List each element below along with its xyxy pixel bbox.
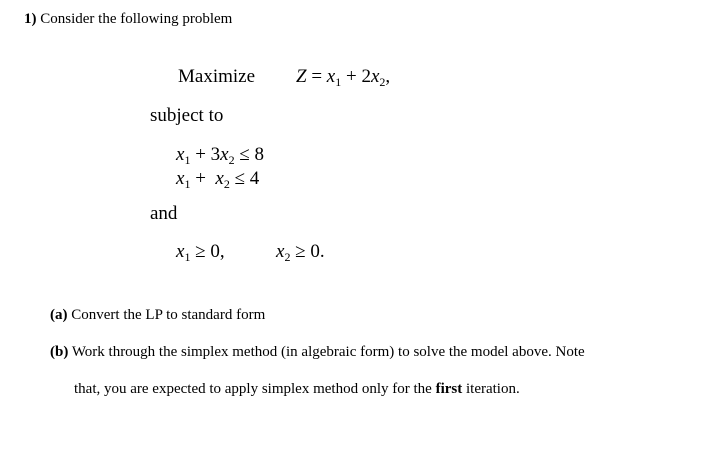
nonnegativity-2 <box>276 241 325 263</box>
part-b <box>50 344 585 361</box>
objective-sub1: 1 <box>335 75 342 89</box>
objective-var2: x <box>370 66 380 87</box>
constraint-1-var1: x <box>176 144 185 165</box>
part-a-text: Convert the LP to standard form <box>67 307 266 323</box>
constraint-2-var1: x <box>176 168 185 189</box>
part-b-label: (b) <box>50 344 69 360</box>
constraint-2-sub2: 2 <box>223 177 230 191</box>
objective-end: , <box>385 66 391 87</box>
constraint-2-var2: x <box>215 168 224 189</box>
constraint-2-sub1: 1 <box>184 177 191 191</box>
objective-plus: + 2 <box>341 66 371 87</box>
part-b-cont-pre: that, you are expected to apply simplex method only for the <box>74 381 436 397</box>
objective-keyword: Maximize <box>178 66 256 87</box>
constraint-2 <box>176 168 259 190</box>
constraint-2-rel: ≤ 4 <box>229 168 260 189</box>
part-b-continuation <box>74 381 520 398</box>
objective-sub2: 2 <box>379 75 386 89</box>
part-b-text: Work through the simplex method (in algebraic form) to solve the model above. Note <box>68 344 585 360</box>
question-number: 1) <box>24 11 37 27</box>
objective-function <box>296 66 390 88</box>
subject-to-label: subject to <box>150 105 224 126</box>
objective-var1: x <box>326 66 336 87</box>
objective-lhs: Z <box>296 66 307 87</box>
constraint-1-sub1: 1 <box>184 153 191 167</box>
part-a <box>50 307 265 324</box>
part-b-cont-post: iteration. <box>462 381 520 397</box>
constraint-1-var2: x <box>220 144 229 165</box>
constraint-1-rel: ≤ 8 <box>234 144 265 165</box>
question-header <box>24 11 232 28</box>
nonneg-1-var: x <box>176 241 185 262</box>
nonnegativity-1 <box>176 241 225 263</box>
nonneg-2-var: x <box>276 241 285 262</box>
nonneg-2-sub: 2 <box>284 250 291 264</box>
question-intro: Consider the following problem <box>40 11 233 27</box>
part-a-label: (a) <box>50 307 68 323</box>
part-b-cont-bold: first <box>435 381 463 397</box>
constraint-1-mid: + 3 <box>190 144 221 165</box>
constraint-1-sub2: 2 <box>228 153 235 167</box>
objective-eq: = <box>306 66 327 87</box>
nonneg-1-sub: 1 <box>184 250 191 264</box>
nonneg-2-rel: ≥ 0. <box>290 241 325 262</box>
constraint-2-mid: + <box>190 168 216 189</box>
and-label: and <box>150 203 178 224</box>
constraint-1 <box>176 144 264 166</box>
nonneg-1-rel: ≥ 0, <box>190 241 225 262</box>
